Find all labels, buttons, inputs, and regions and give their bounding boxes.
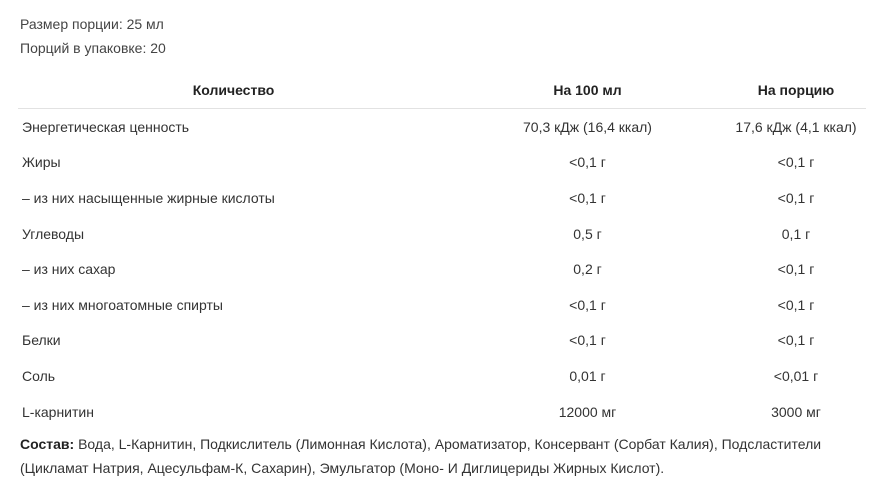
table-row: [18, 287, 866, 323]
value-per-serving: <0,1 г: [777, 296, 815, 313]
table-row: [18, 145, 866, 181]
nutrition-table: [18, 72, 866, 429]
value-per-100ml: 12000 мг: [558, 403, 617, 420]
value-per-serving: 3000 мг: [771, 403, 821, 420]
value-per-serving: <0,1 г: [777, 332, 815, 349]
value-per-100ml: 0,01 г: [569, 367, 606, 384]
header-quantity: Количество: [18, 72, 449, 109]
value-per-serving: <0,1 г: [777, 154, 815, 171]
value-per-100ml: 0,2 г: [573, 261, 602, 278]
header-per-serving: На порцию: [726, 72, 866, 109]
serving-info: [20, 12, 166, 60]
servings-per-package: Порций в упаковке: 20: [20, 40, 166, 56]
value-per-100ml: <0,1 г: [569, 189, 606, 206]
value-per-serving: <0,1 г: [777, 189, 815, 206]
value-per-serving: <0,01 г: [773, 367, 819, 384]
nutrient-name: – из них сахар: [22, 261, 116, 278]
value-per-serving: 0,1 г: [781, 225, 811, 242]
nutrient-name: L-карнитин: [22, 403, 94, 420]
nutrient-name: – из них насыщенные жирные кислоты: [22, 189, 275, 206]
composition-text: Вода, L-Карнитин, Подкислитель (Лимонная Кислота), Ароматизатор, Консервант (Сорбат Калия), Подсластители (Цикламат Натрия, Ацесульфам-К, Сахарин), Эмульгатор (Моно- И Диглицериды Жирных Кислот).: [20, 436, 822, 476]
nutrient-name: Жиры: [22, 154, 61, 171]
value-per-100ml: 70,3 кДж (16,4 ккал): [523, 118, 652, 135]
nutrient-name: – из них многоатомные спирты: [22, 296, 223, 313]
composition-label: Состав:: [20, 436, 75, 452]
value-per-100ml: <0,1 г: [569, 332, 606, 349]
nutrient-name: Белки: [22, 332, 61, 349]
serving-size: Размер порции: 25 мл: [20, 16, 164, 32]
value-per-100ml: <0,1 г: [569, 296, 606, 313]
table-row: [18, 251, 866, 287]
table-header-row: [18, 72, 866, 109]
composition: [20, 432, 870, 480]
table-row: [18, 180, 866, 216]
value-per-100ml: 0,5 г: [573, 225, 602, 242]
table-row: [18, 358, 866, 394]
header-per-100ml: На 100 мл: [449, 72, 726, 109]
table-row: [18, 216, 866, 252]
nutrient-name: Углеводы: [22, 225, 85, 242]
table-row: [18, 394, 866, 430]
table-row: [18, 323, 866, 359]
value-per-serving: <0,1 г: [777, 261, 815, 278]
value-per-100ml: <0,1 г: [569, 154, 606, 171]
value-per-serving: 17,6 кДж (4,1 ккал): [735, 118, 857, 135]
nutrient-name: Соль: [22, 367, 56, 384]
table-row: [18, 109, 866, 145]
nutrient-name: Энергетическая ценность: [22, 118, 190, 135]
